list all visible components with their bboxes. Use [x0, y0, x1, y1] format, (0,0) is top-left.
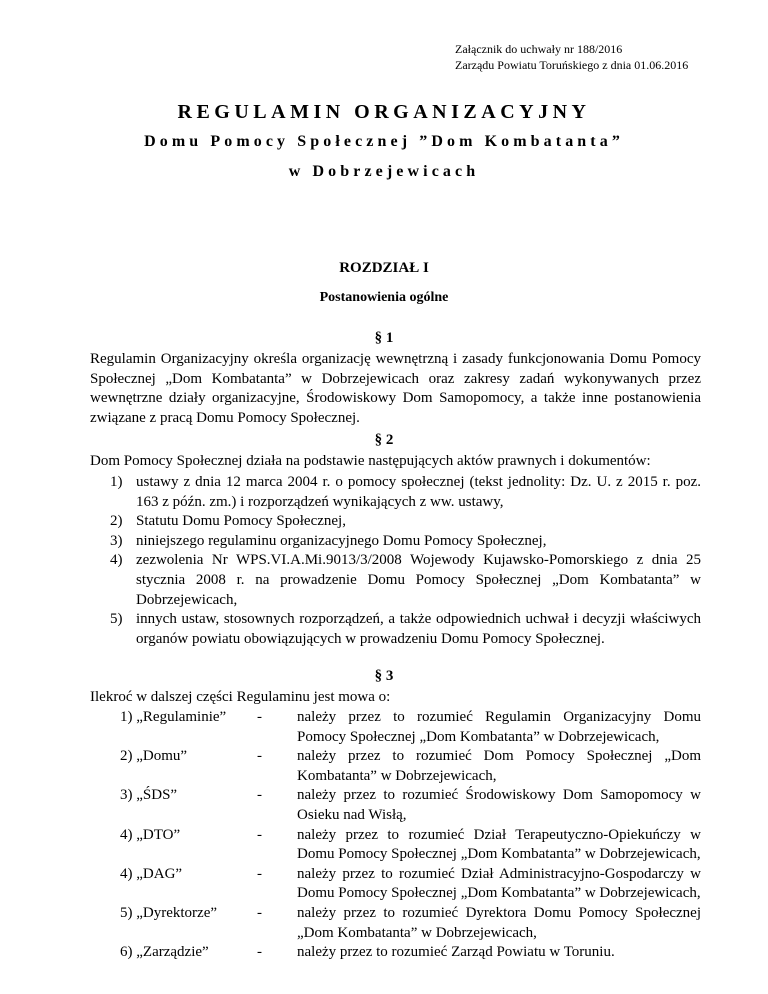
- definition-term: 2) „Domu”: [120, 748, 188, 765]
- definition-row: [120, 708, 701, 747]
- list-item: [110, 473, 701, 512]
- definition-meaning: należy przez to rozumieć Regulamin Organizacyjny Domu Pomocy Społecznej „Dom Kombatanta” w Dobrzejewicach,: [297, 709, 701, 745]
- definition-meaning: należy przez to rozumieć Dyrektora Domu Pomocy Społecznej „Dom Kombatanta” w Dobrzejewicach,: [297, 904, 701, 941]
- legal-basis-list: [110, 473, 701, 649]
- list-item: [110, 512, 701, 532]
- list-item: [110, 551, 701, 610]
- annex-line-2: Zarządu Powiatu Toruńskiego z dnia 01.06.2016: [455, 58, 689, 72]
- chapter-name: Postanowienia ogólne: [319, 290, 449, 305]
- definition-term: 4) „DTO”: [120, 826, 181, 843]
- definition-meaning: należy przez to rozumieć Środowiskowy Dom Samopomocy w Osieku nad Wisłą,: [297, 787, 701, 823]
- list-item: [110, 532, 701, 552]
- definition-dash: -: [257, 944, 262, 961]
- definition-row: [120, 747, 701, 786]
- section-symbol-2: § 2: [374, 432, 394, 448]
- definition-row: [120, 865, 701, 904]
- list-item-number: 2): [110, 513, 123, 530]
- definition-dash: -: [257, 826, 262, 843]
- definition-term: 1) „Regulaminie”: [120, 709, 227, 725]
- definition-dash: -: [257, 904, 262, 921]
- section-symbol-1: § 1: [374, 330, 394, 346]
- list-item-text: Statutu Domu Pomocy Społecznej,: [136, 513, 346, 530]
- definition-term: 3) „ŚDS”: [120, 787, 178, 804]
- document-title: REGULAMIN ORGANIZACYJNY: [177, 101, 591, 123]
- definition-term: 4) „DAG”: [120, 865, 183, 882]
- definition-row: [120, 904, 701, 943]
- list-item-number: 3): [110, 532, 123, 549]
- section-2-intro: Dom Pomocy Społecznej działa na podstawie następujących aktów prawnych i dokumentów:: [90, 453, 651, 469]
- list-item-text: ustawy z dnia 12 marca 2004 r. o pomocy społecznej (tekst jednolity: Dz. U. z 2015 r. poz. 163 z późn. zm.) i rozporządzeń wynikających z ww. ustawy,: [136, 474, 701, 510]
- definition-row: [120, 826, 701, 865]
- definitions-list: [120, 708, 701, 963]
- list-item-number: 5): [110, 611, 123, 628]
- definition-dash: -: [257, 787, 262, 804]
- document-subtitle: Domu Pomocy Społecznej ”Dom Kombatanta”: [144, 133, 624, 150]
- definition-meaning: należy przez to rozumieć Dział Terapeutyczno-Opiekuńczy w Domu Pomocy Społecznej „Dom Kombatanta” w Dobrzejewicach,: [297, 826, 701, 863]
- list-item-text: innych ustaw, stosownych rozporządzeń, a także odpowiednich uchwał i decyzji właściwych organów powiatu obowiązujących w prowadzeniu Domu Pomocy Społecznej.: [136, 611, 701, 647]
- annex-note: [455, 41, 688, 73]
- list-item-number: 1): [110, 474, 123, 490]
- list-item-text: niniejszego regulaminu organizacyjnego Domu Pomocy Społecznej,: [136, 532, 547, 549]
- definition-dash: -: [257, 709, 262, 725]
- list-item-text: zezwolenia Nr WPS.VI.A.Mi.9013/3/2008 Wojewody Kujawsko-Pomorskiego z dnia 25 stycznia 2008 r. na prowadzenie Domu Pomocy Społecznej „Dom Kombatanta” w Dobrzejewicach,: [136, 552, 701, 608]
- definition-dash: -: [257, 865, 262, 882]
- definition-row: [120, 786, 701, 825]
- definition-meaning: należy przez to rozumieć Zarząd Powiatu w Toruniu.: [297, 944, 615, 961]
- definition-meaning: należy przez to rozumieć Dom Pomocy Społecznej „Dom Kombatanta” w Dobrzejewicach,: [297, 748, 701, 784]
- list-item: [110, 610, 701, 649]
- section-3-intro: Ilekroć w dalszej części Regulaminu jest mowa o:: [90, 689, 391, 705]
- definition-term: 5) „Dyrektorze”: [120, 904, 218, 921]
- list-item-number: 4): [110, 552, 123, 569]
- definition-term: 6) „Zarządzie”: [120, 944, 209, 961]
- annex-line-1: Załącznik do uchwały nr 188/2016: [455, 42, 623, 56]
- section-symbol-3: § 3: [374, 668, 394, 684]
- document-subtitle-location: w Dobrzejewicach: [288, 163, 480, 180]
- chapter-number: ROZDZIAŁ I: [339, 260, 429, 276]
- definition-dash: -: [257, 748, 262, 765]
- section-1-text: Regulamin Organizacyjny określa organizację wewnętrzną i zasady funkcjonowania Domu Pomocy Społecznej „Dom Kombatanta” w Dobrzejewicach oraz zakresy zadań wykonywanych przez wewnętrzne działy organizacyjne, Środowiskowy Dom Samopomocy, a także inne postanowienia związane z pracą Domu Pomocy Społecznej.: [90, 351, 701, 426]
- definition-row: [120, 943, 701, 963]
- definition-meaning: należy przez to rozumieć Dział Administracyjno-Gospodarczy w Domu Pomocy Społecznej „Dom Kombatanta” w Dobrzejewicach,: [297, 865, 701, 902]
